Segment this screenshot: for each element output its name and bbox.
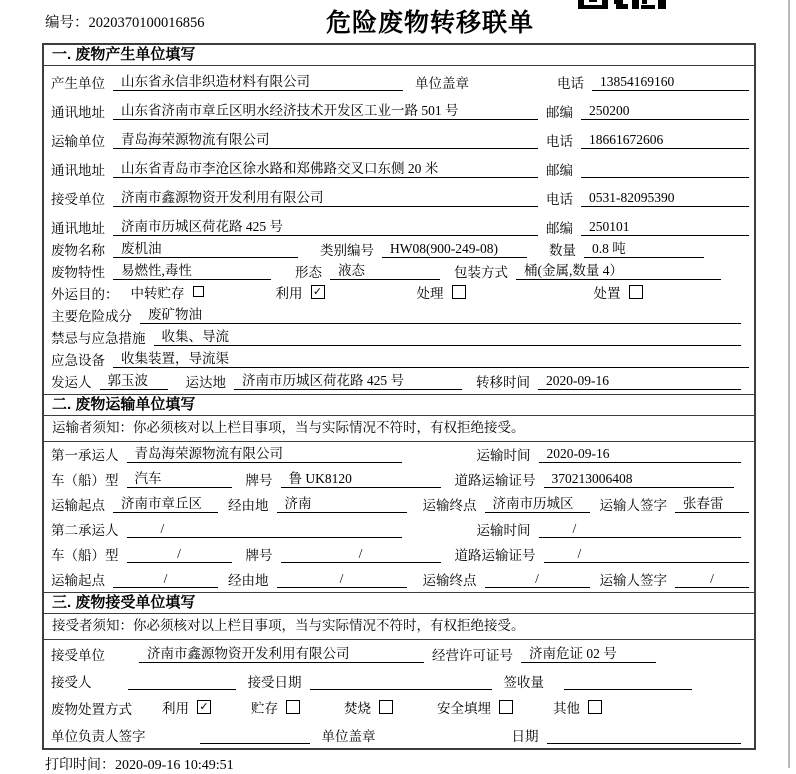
row-transporter-address [44,153,754,182]
hazard-label: 主要危险成分 [51,309,132,324]
vehicle2-permit-label: 道路运输证号 [454,548,536,563]
checkbox-icon [286,700,300,714]
receiver-value: 济南市鑫源物资开发利用有限公司 [113,190,538,207]
route1-end-label: 运输终点 [422,498,477,513]
producer-tel-value: 13854169160 [592,74,749,91]
option-label: 其他 [553,701,580,716]
waste-name-label: 废物名称 [51,243,105,258]
option-label: 处理 [416,286,444,301]
producer-addr-label: 通讯地址 [51,105,105,120]
carrier1-label: 第一承运人 [51,448,119,463]
taboo-value: 收集、导流 [154,329,742,346]
option-label: 利用 [162,701,189,716]
receipt-qty-label: 签收量 [503,675,544,690]
waste-props-label: 废物特性 [51,265,105,280]
route1-start-value: 济南市章丘区 [113,496,218,513]
carrier1-time-value: 2020-09-16 [539,446,742,463]
route2-sign-label: 运输人签字 [599,573,667,588]
route2-via-label: 经由地 [228,573,269,588]
destination-label: 运达地 [185,375,226,390]
license-value: 济南危证 02 号 [521,646,656,663]
route2-sign-value: / [675,571,749,588]
acceptor-value [128,675,236,690]
producer-label: 产生单位 [51,76,105,91]
purpose-label: 外运目的： [51,287,119,302]
purpose-option-treat [417,282,466,302]
receiver-label: 接受单位 [51,192,105,207]
row-vehicle2 [44,542,754,567]
waste-qty-value: 0.8 吨 [584,241,704,258]
receiver-zip-label: 邮编 [546,221,573,236]
carrier1-value: 青岛海荣源物流有限公司 [127,446,402,463]
receiver-zip-value: 250101 [581,219,749,236]
purpose-option-dispose [594,282,643,302]
row-transfer-purpose [44,284,754,306]
route1-via-value: 济南 [277,496,407,513]
waste-qty-label: 数量 [549,243,576,258]
vehicle1-type-value: 汽车 [127,471,232,488]
checkmark: ✓ [199,700,209,713]
carrier2-time-label: 运输时间 [476,523,531,538]
route2-start-label: 运输起点 [51,573,105,588]
carrier2-value: / [127,521,402,538]
producer-addr-value: 山东省济南市章丘区明水经济技术开发区工业一路 501 号 [113,103,538,120]
disposal-option-store [251,697,300,717]
checkbox-checked-icon [197,700,211,714]
carrier1-time-label: 运输时间 [476,448,531,463]
accept-unit-value: 济南市鑫源物资开发利用有限公司 [139,646,424,663]
checkbox-checked-icon [311,285,325,299]
hazard-value: 废矿物油 [140,307,741,324]
checkbox-icon [193,286,204,297]
route2-end-label: 运输终点 [422,573,477,588]
transporter-zip-label: 邮编 [546,163,573,178]
route2-start-value: / [113,571,218,588]
checkbox-icon [629,285,643,299]
option-label: 贮存 [251,701,278,716]
waste-name-value: 废机油 [113,241,298,258]
equipment-label: 应急设备 [51,353,105,368]
transporter-label: 运输单位 [51,134,105,149]
row-route2 [44,567,754,592]
purpose-option-storage [131,282,204,302]
checkbox-icon [452,285,466,299]
carrier2-time-value: / [539,521,742,538]
row-emergency-equipment [44,350,754,372]
sign-date-label: 日期 [511,729,539,744]
receiver-notice: 接受者须知：你必须核对以上栏目事项，当与实际情况不符时，有权拒绝接受。 [44,614,754,640]
vehicle2-permit-value: / [544,546,750,563]
disposal-option-utilize [162,697,211,717]
vehicle2-plate-label: 牌号 [245,548,273,563]
equipment-value: 收集装置，导流渠 [113,351,749,368]
row-waste-name [44,240,754,262]
receiver-tel-value: 0531-82095390 [581,190,749,207]
vehicle1-permit-label: 道路运输证号 [454,473,536,488]
option-label: 处置 [593,286,621,301]
waste-code-value: HW08(900-249-08) [382,241,527,258]
vehicle1-type-label: 车（船）型 [51,473,119,488]
waste-pack-label: 包装方式 [454,265,508,280]
row-producer [44,66,754,95]
route1-sign-value: 张春雷 [675,496,749,513]
checkbox-icon [499,700,513,714]
transfer-time-value: 2020-09-16 [538,373,741,390]
disposal-option-incinerate [344,697,393,717]
option-label: 中转贮存 [130,286,185,301]
checkmark: ✓ [312,285,323,298]
row-producer-address [44,95,754,124]
waste-form-value: 液态 [330,263,440,280]
destination-value: 济南市历城区荷花路 425 号 [234,373,462,390]
taboo-label: 禁忌与应急措施 [51,331,146,346]
disposal-option-landfill [437,697,513,717]
transporter-tel-label: 电话 [546,134,573,149]
print-timestamp [45,754,234,774]
license-label: 经营许可证号 [432,648,513,663]
carrier2-label: 第二承运人 [51,523,119,538]
route1-via-label: 经由地 [228,498,269,513]
dispatcher-value: 郭玉波 [100,373,168,390]
manifest-form [42,43,756,750]
transporter-addr-value: 山东省青岛市李沧区徐水路和郑佛路交叉口东侧 20 米 [113,161,538,178]
dispatcher-label: 发运人 [51,375,92,390]
vehicle2-type-value: / [127,546,232,563]
waste-props-value: 易燃性,毒性 [113,263,271,280]
transporter-value: 青岛海荣源物流有限公司 [113,132,538,149]
route1-end-value: 济南市历城区 [485,496,590,513]
checkbox-icon [588,700,602,714]
transfer-time-label: 转移时间 [476,375,530,390]
vehicle1-plate-label: 牌号 [245,473,273,488]
receipt-qty-value [564,675,692,690]
section3-header: 三. 废物接受单位填写 [44,592,754,614]
producer-tel-label: 电话 [557,76,584,91]
transporter-notice: 运输者须知：你必须核对以上栏目事项，当与实际情况不符时，有权拒绝接受。 [44,416,754,442]
purpose-option-utilize [276,282,325,302]
producer-zip-value: 250200 [581,103,749,120]
accept-date-label: 接受日期 [247,675,302,690]
responsible-sign-value [200,729,310,744]
print-time-value: 2020-09-16 10:49:51 [115,758,234,773]
row-dispatch [44,372,754,394]
receiver-tel-label: 电话 [546,192,573,207]
disposal-label: 废物处置方式 [51,702,132,717]
seal-label: 单位盖章 [415,76,469,91]
accept-unit-label: 接受单位 [51,648,105,663]
section2-header: 二. 废物运输单位填写 [44,394,754,416]
row-waste-properties [44,262,754,284]
waste-pack-value: 桶(金属,数量 4） [516,263,721,280]
checkbox-icon [379,700,393,714]
acceptor-label: 接受人 [51,675,92,690]
route1-sign-label: 运输人签字 [599,498,667,513]
section1-header: 一. 废物产生单位填写 [44,45,754,66]
row-acceptor [44,667,754,694]
row-second-carrier [44,517,754,542]
row-disposal-method [44,694,754,721]
vehicle1-plate-value: 鲁 UK8120 [281,471,441,488]
vehicle2-plate-value: / [281,546,441,563]
print-time-label: 打印时间： [45,758,115,773]
producer-value: 山东省永信非织造材料有限公司 [113,74,403,91]
waste-form-label: 形态 [295,265,322,280]
row-transporter [44,124,754,153]
page-edge-line [788,0,790,768]
row-accept-unit [44,640,754,667]
row-hazard-components [44,306,754,328]
transporter-zip-value [581,163,749,178]
receiver-addr-value: 济南市历城区荷花路 425 号 [113,219,538,236]
disposal-option-other [553,697,602,717]
vehicle2-type-label: 车（船）型 [51,548,119,563]
accept-date-value [310,675,492,690]
option-label: 利用 [275,286,303,301]
sign-date-value [547,729,742,744]
page-title: 危险废物转移联单 [325,9,534,37]
transporter-addr-label: 通讯地址 [51,163,105,178]
transporter-tel-value: 18661672606 [581,132,749,149]
row-receiver-address [44,211,754,240]
row-receiver [44,182,754,211]
receiver-addr-label: 通讯地址 [51,221,105,236]
option-label: 焚烧 [344,701,371,716]
unit-seal-label: 单位盖章 [321,729,376,744]
serial-label: 编号： [45,15,89,31]
serial-number: 2020370100016856 [88,15,205,31]
responsible-sign-label: 单位负责人签字 [51,729,146,744]
row-vehicle1 [44,467,754,492]
vehicle1-permit-value: 370213006408 [544,471,734,488]
waste-code-label: 类别编号 [320,243,374,258]
row-route1 [44,492,754,517]
route2-via-value: / [277,571,407,588]
route2-end-value: / [485,571,590,588]
producer-zip-label: 邮编 [546,105,573,120]
row-first-carrier [44,442,754,467]
row-responsible-sign [44,721,754,748]
option-label: 安全填埋 [437,701,491,716]
qr-code-fragment [578,0,668,9]
row-taboo-measures [44,328,754,350]
route1-start-label: 运输起点 [51,498,105,513]
